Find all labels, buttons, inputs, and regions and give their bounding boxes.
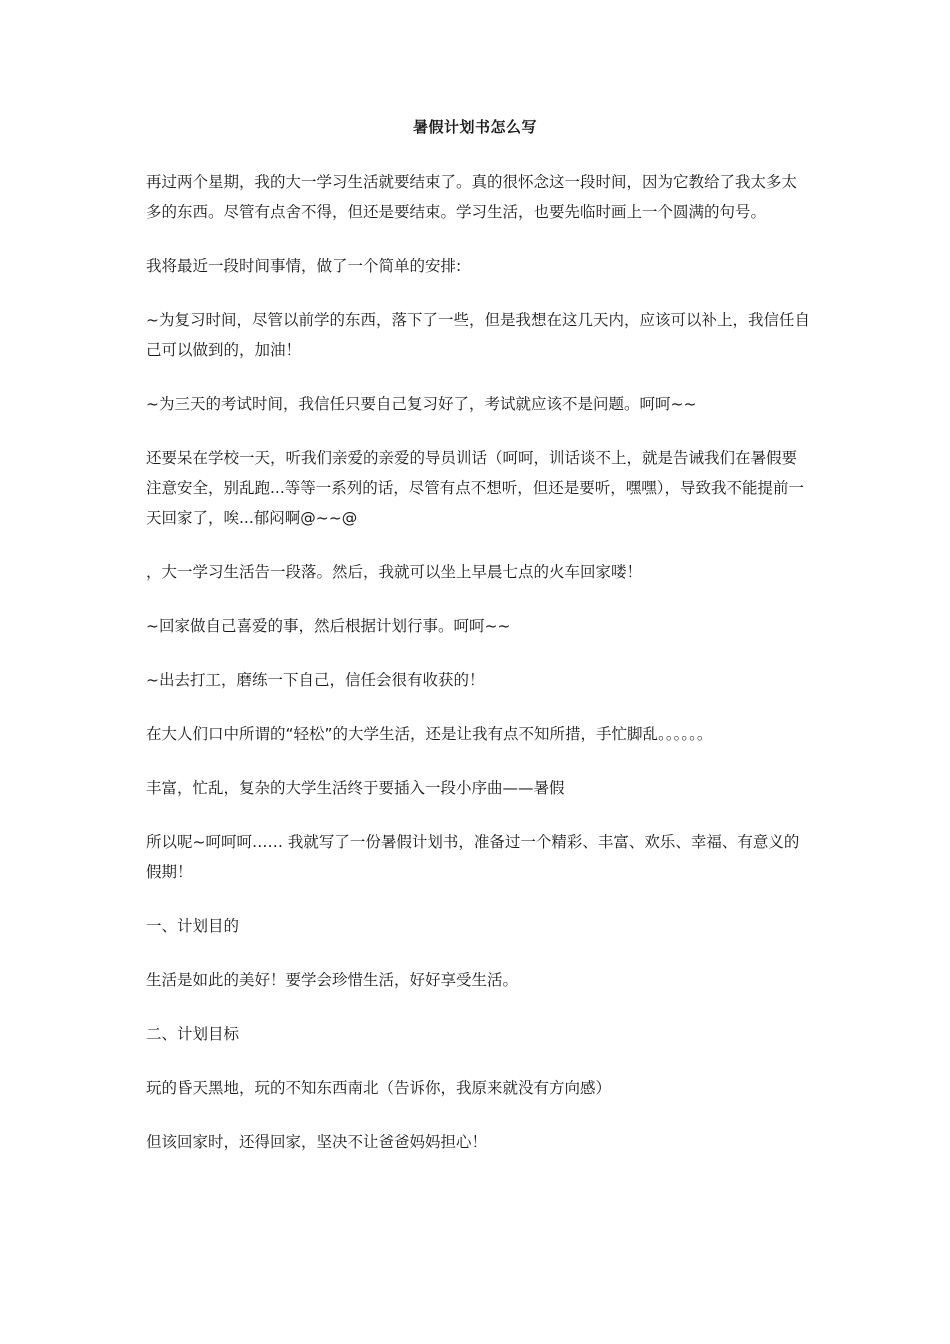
paragraph: 再过两个星期，我的大一学习生活就要结束了。真的很怀念这一段时间，因为它教给了我太多太多的东西。尽管有点舍不得，但还是要结束。学习生活，也要先临时画上一个圆满的句号。 <box>146 173 798 221</box>
paragraph: 还要呆在学校一天，听我们亲爱的亲爱的导员训话（呵呵，训话谈不上，就是告诫我们在暑假要注意安全，别乱跑...等等一系列的话，尽管有点不想听，但还是要听，嘿嘿），导致我不能提前一天回家了，唉...郁闷啊@~~@ <box>146 449 805 527</box>
section-heading: 一、计划目的 <box>146 917 240 935</box>
paragraph: 我将最近一段时间事情，做了一个简单的安排: <box>146 257 462 275</box>
document-body <box>146 167 810 1181</box>
paragraph: 所以呢~呵呵呵…… 我就写了一份暑假计划书，准备过一个精彩、丰富、欢乐、幸福、有意义的假期！ <box>146 833 800 881</box>
paragraph: 玩的昏天黑地，玩的不知东西南北（告诉你，我原来就没有方向感） <box>146 1079 612 1097</box>
paragraph: ~为三天的考试时间，我信任只要自己复习好了，考试就应该不是问题。呵呵~~ <box>146 395 697 413</box>
paragraph: 丰富，忙乱，复杂的大学生活终于要插入一段小序曲——暑假 <box>146 779 565 797</box>
paragraph: 在大人们口中所谓的“轻松”的大学生活，还是让我有点不知所措，手忙脚乱。。。。。。 <box>146 725 713 743</box>
document-title: 暑假计划书怎么写 <box>412 118 537 136</box>
paragraph: 生活是如此的美好！要学会珍惜生活，好好享受生活。 <box>146 971 519 989</box>
paragraph: ~出去打工，磨练一下自己，信任会很有收获的！ <box>146 671 485 689</box>
paragraph: ~回家做自己喜爱的事，然后根据计划行事。呵呵~~ <box>146 617 511 635</box>
paragraph: ~为复习时间，尽管以前学的东西，落下了一些，但是我想在这几天内，应该可以补上，我信任自己可以做到的，加油！ <box>146 311 810 359</box>
paragraph: 但该回家时，还得回家，坚决不让爸爸妈妈担心！ <box>146 1133 488 1151</box>
paragraph: ，大一学习生活告一段落。然后，我就可以坐上早晨七点的火车回家喽！ <box>146 563 643 581</box>
section-heading: 二、计划目标 <box>146 1025 240 1043</box>
